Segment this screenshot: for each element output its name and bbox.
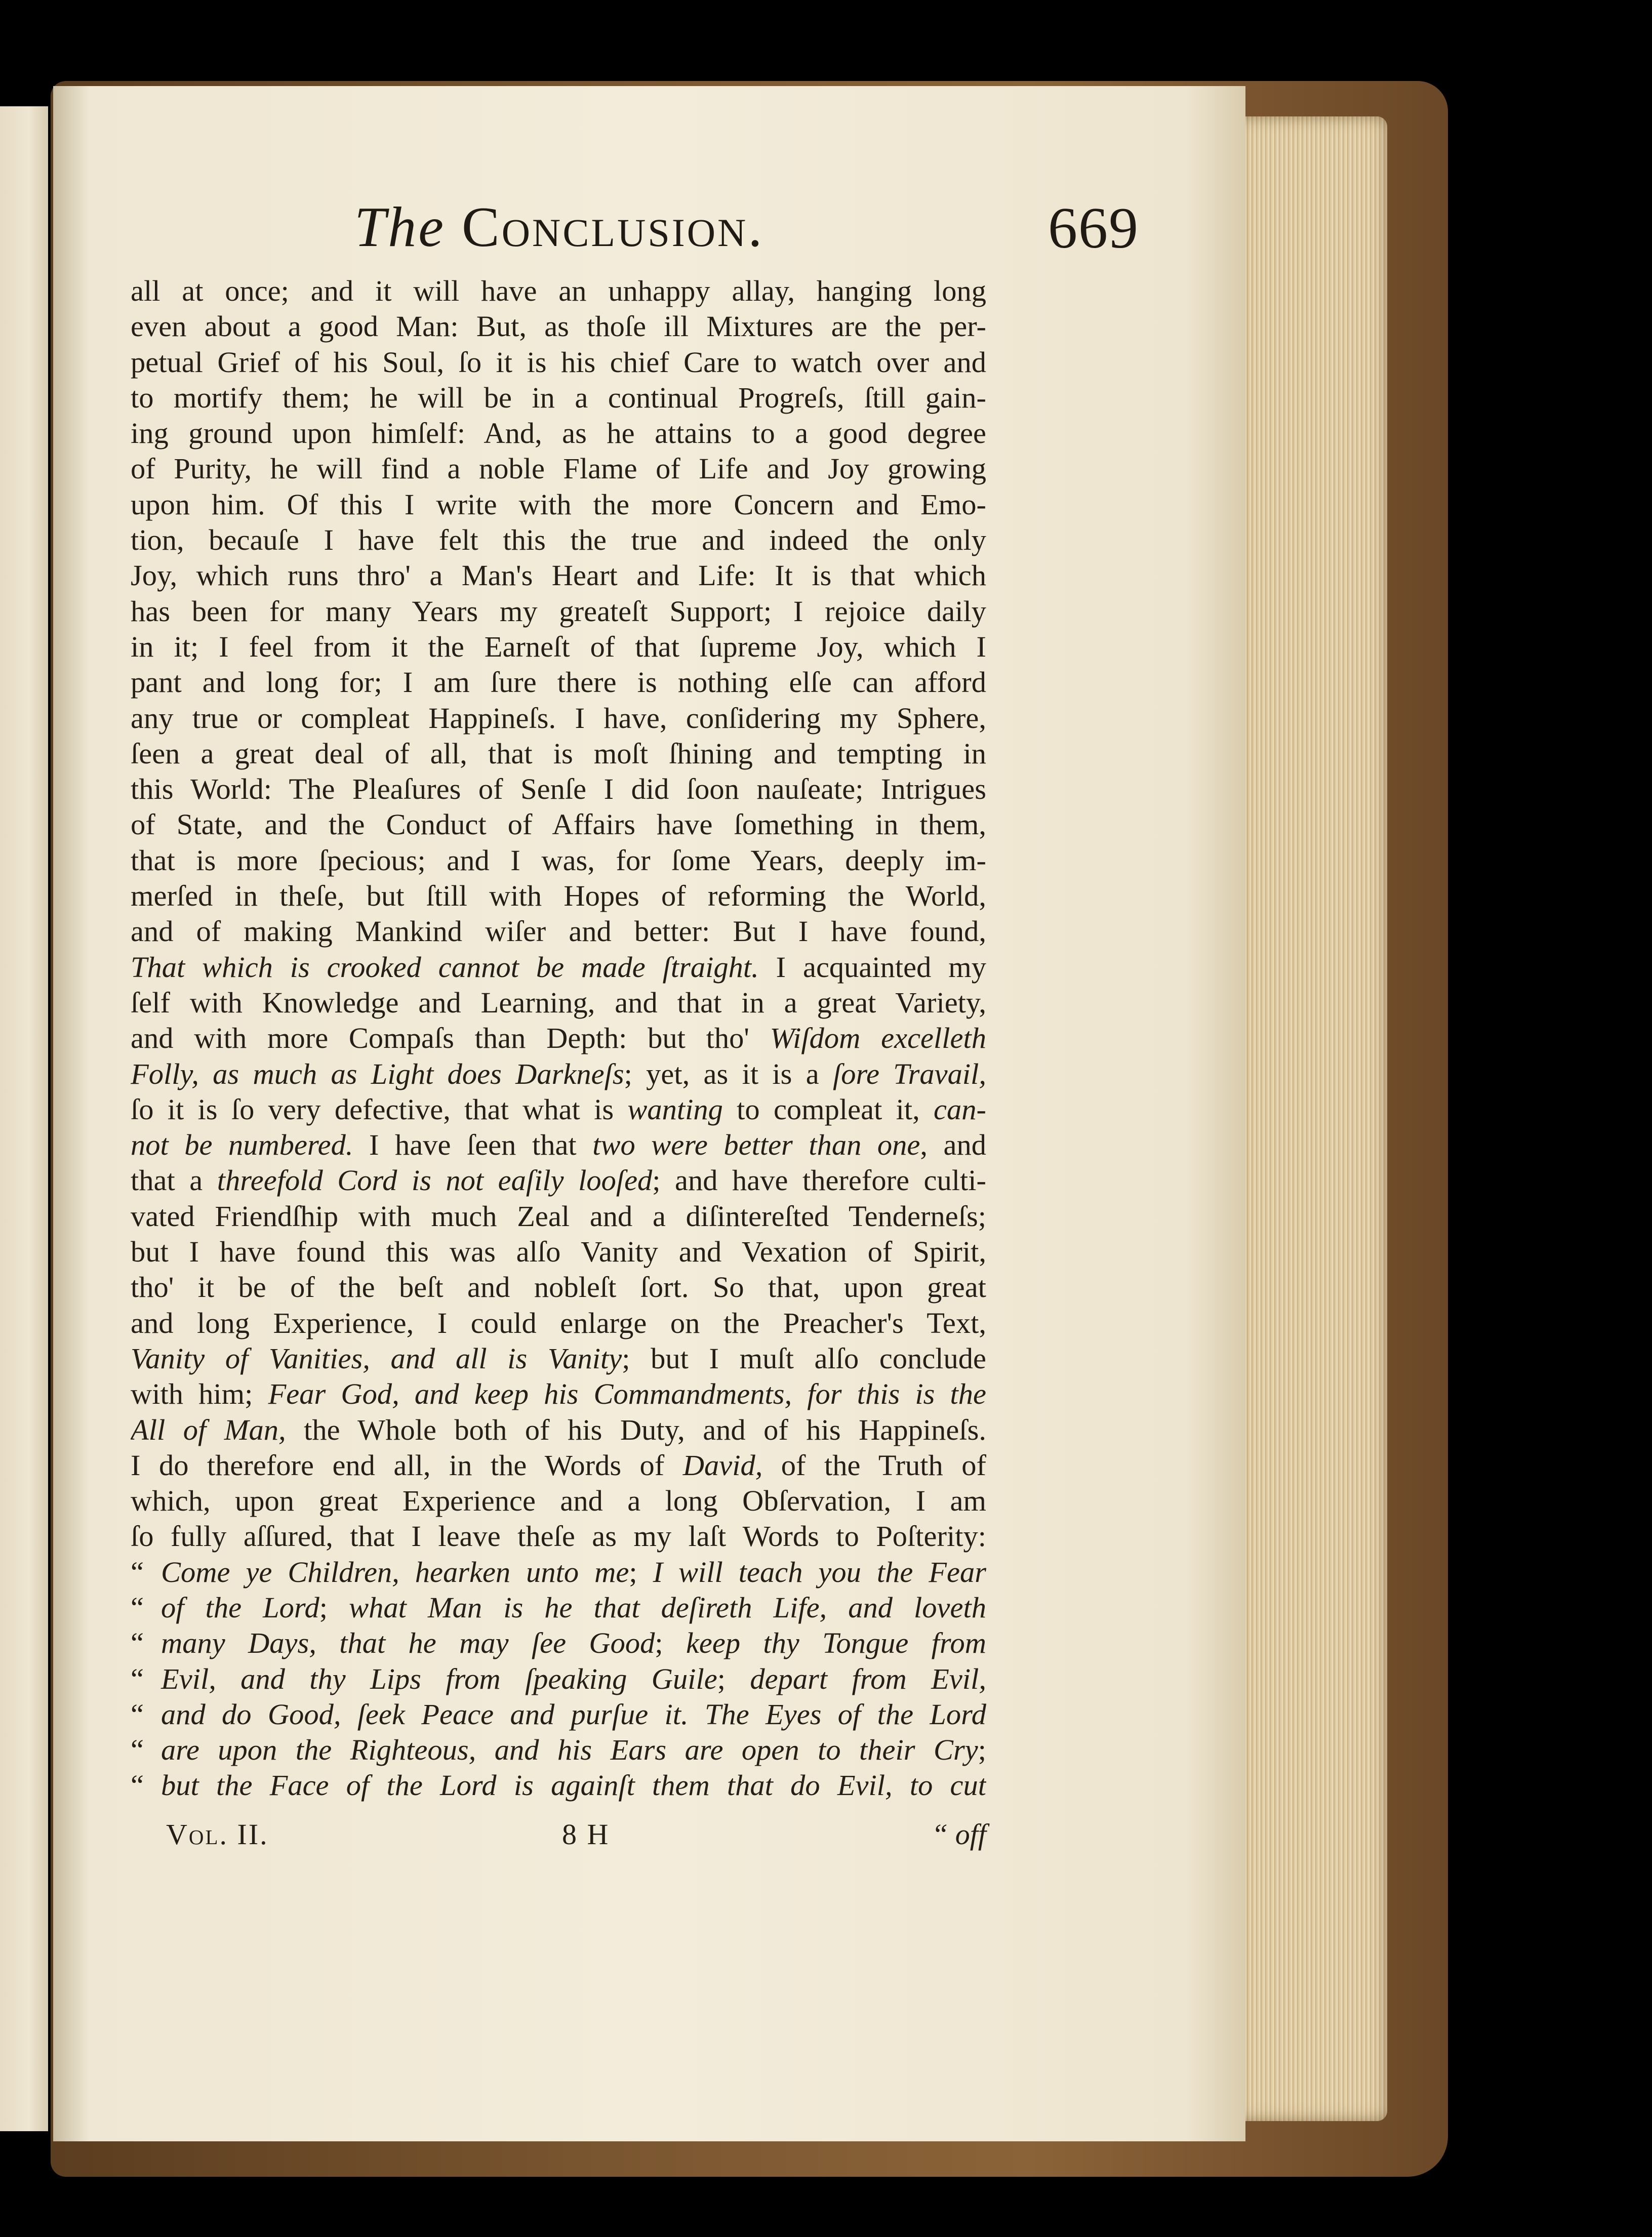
text-run: I acquainted my (758, 950, 986, 984)
text-run: but I have found this was alſo Vanity and Vexation of Spirit, (131, 1235, 986, 1269)
text-run: I do therefore end all, in the Words of (131, 1448, 683, 1482)
text-run: ; (978, 1733, 986, 1767)
text-run: to compleat it, (722, 1092, 934, 1126)
quote-mark: “ (131, 1626, 144, 1660)
text-run: keep thy Tongue from (686, 1626, 986, 1660)
text-line (131, 1732, 986, 1768)
text-run: ſore Travail, (832, 1057, 986, 1090)
text-line (131, 1127, 986, 1163)
page-footer (131, 1817, 986, 1858)
text-run: of Purity, he will find a noble Flame of Life and Joy growing (131, 452, 986, 485)
text-run: David, (682, 1448, 763, 1482)
body-text (131, 273, 986, 1804)
text-run: tho' it be of the beſt and nobleſt ſort. So that, upon great (131, 1271, 986, 1304)
text-line (131, 878, 986, 914)
text-line (131, 1555, 986, 1590)
text-line (131, 1625, 986, 1661)
text-line (131, 345, 986, 380)
text-run: ſeen a great deal of all, that is moſt ſhining and tempting in (131, 737, 986, 770)
text-line (131, 985, 986, 1021)
text-line (131, 1412, 986, 1448)
text-line (131, 1448, 986, 1483)
text-run: I will teach you the Fear (653, 1555, 986, 1589)
text-line (131, 1483, 986, 1519)
text-run: which, upon great Experience and a long Obſervation, I am (131, 1484, 986, 1518)
text-run: Wiſdom excelleth (770, 1022, 986, 1055)
text-run: with him; (131, 1377, 268, 1411)
text-line (131, 1021, 986, 1056)
text-line (131, 629, 986, 665)
text-run: threefold Cord is not eaſily looſed (217, 1164, 653, 1197)
quote-mark: “ (131, 1697, 144, 1731)
text-line (131, 665, 986, 700)
text-run: that is more ſpecious; and I was, for ſome Years, deeply im- (131, 843, 986, 877)
text-line (131, 1056, 986, 1092)
text-run: many Days, that he may ſee Good (161, 1626, 655, 1660)
text-line (131, 736, 986, 771)
text-run: depart from Evil, (750, 1662, 986, 1695)
text-run: the Whole both of his Duty, and of his Happineſs. (286, 1413, 986, 1446)
text-run: I have ſeen that (353, 1128, 593, 1162)
quote-mark: “ (131, 1591, 144, 1624)
page-edges (1235, 116, 1387, 2121)
quote-mark: “ (131, 1733, 144, 1767)
page-header (354, 195, 1139, 276)
text-run: Evil, and thy Lips from ſpeaking Guile (161, 1662, 717, 1695)
text-line (131, 1768, 986, 1803)
text-run: ; and have therefore culti- (652, 1164, 986, 1197)
text-line (131, 487, 986, 522)
text-line (131, 807, 986, 842)
running-title (354, 195, 764, 260)
text-run: and with more Compaſs than Depth: but tho' (131, 1022, 770, 1055)
text-run: all at once; and it will have an unhappy allay, hanging long (131, 274, 986, 307)
text-run: Vanity of Vanities, and all is Vanity (131, 1341, 622, 1375)
catchword: “ off (932, 1818, 986, 1851)
text-line (131, 771, 986, 807)
text-line (131, 1270, 986, 1305)
facing-page-edge (0, 106, 48, 2131)
text-run: wanting (627, 1092, 723, 1126)
text-line (131, 309, 986, 344)
text-line (131, 1590, 986, 1625)
text-run: but the Face of the Lord is againſt them that do Evil, to cut (161, 1769, 986, 1802)
text-run: can- (934, 1092, 986, 1126)
text-run: Fear God, and keep his Commandments, for this is the (268, 1377, 986, 1411)
text-run: to mortify them; he will be in a continual Progreſs, ſtill gain- (131, 381, 986, 414)
text-run: are upon the Righteous, and his Ears are open to their Cry (161, 1733, 978, 1767)
text-run: two were better than one (592, 1128, 920, 1162)
text-run: All of Man, (131, 1413, 286, 1446)
text-run: vated Friendſhip with much Zeal and a diſintereſted Tenderneſs; (131, 1199, 986, 1233)
text-line (131, 558, 986, 593)
text-run: merſed in theſe, but ſtill with Hopes of reforming the World, (131, 879, 986, 913)
text-run: upon him. Of this I write with the more Concern and Emo- (131, 487, 986, 521)
text-run: of State, and the Conduct of Affairs have ſomething in them, (131, 808, 986, 841)
text-run: ſo fully aſſured, that I leave theſe as my laſt Words to Poſterity: (131, 1520, 986, 1553)
text-run: in it; I feel from it the Earneſt of that ſupreme Joy, which I (131, 630, 986, 663)
text-run: ſo it is ſo very defective, that what is (131, 1092, 628, 1126)
text-run: even about a good Man: But, as thoſe ill Mixtures are the per- (131, 310, 986, 343)
text-line (131, 701, 986, 736)
text-run: of the Lord (161, 1591, 319, 1624)
text-run: and of making Mankind wiſer and better: But I have found, (131, 915, 986, 948)
text-run: pant and long for; I am ſure there is nothing elſe can afford (131, 666, 986, 699)
page-number: 669 (1048, 196, 1139, 261)
text-line (131, 1199, 986, 1234)
text-line (131, 914, 986, 949)
running-title-conclusion: Conclusion. (462, 196, 764, 259)
text-line (131, 273, 986, 309)
text-run: that a (131, 1164, 217, 1197)
text-run: what Man is he that deſireth Life, and loveth (349, 1591, 986, 1624)
text-line (131, 843, 986, 878)
text-line (131, 1306, 986, 1341)
text-run: Joy, which runs thro' a Man's Heart and Life: It is that which (131, 559, 986, 592)
text-run: not be numbered. (131, 1128, 353, 1162)
signature-mark: 8 H (562, 1818, 610, 1851)
text-line (131, 594, 986, 629)
text-run: ing ground upon himſelf: And, as he attains to a good degree (131, 417, 986, 450)
text-run: ; (655, 1626, 686, 1660)
text-run: ; yet, as it is a (624, 1057, 833, 1090)
text-line (131, 522, 986, 558)
text-run: this World: The Pleaſures of Senſe I did ſoon nauſeate; Intrigues (131, 772, 986, 806)
text-run: That which is crooked cannot be made ſtraight. (131, 950, 759, 984)
text-run: has been for many Years my greateſt Support; I rejoice daily (131, 594, 986, 628)
text-line (131, 1163, 986, 1198)
text-run: any true or compleat Happineſs. I have, conſidering my Sphere, (131, 701, 986, 735)
text-line (131, 950, 986, 985)
text-run: ; (629, 1555, 653, 1589)
text-line (131, 1697, 986, 1732)
text-line (131, 416, 986, 451)
text-line (131, 1376, 986, 1412)
text-run: Come ye Children, hearken unto me (161, 1555, 629, 1589)
text-line (131, 1234, 986, 1270)
volume-label: Vol. II. (166, 1818, 269, 1851)
text-run: and long Experience, I could enlarge on the Preacher's Text, (131, 1306, 986, 1339)
text-line (131, 1661, 986, 1697)
text-run: of the Truth of (762, 1448, 986, 1482)
text-run: petual Grief of his Soul, ſo it is his chief Care to watch over and (131, 345, 986, 379)
text-run: and do Good, ſeek Peace and purſue it. The Eyes of the Lord (161, 1697, 986, 1731)
quote-mark: “ (131, 1662, 144, 1695)
text-line (131, 380, 986, 416)
text-run: ſelf with Knowledge and Learning, and that in a great Variety, (131, 986, 986, 1019)
text-run: tion, becauſe I have felt this the true and indeed the only (131, 523, 986, 557)
text-run: ; (319, 1591, 349, 1624)
text-run: , and (920, 1128, 986, 1162)
text-line (131, 1092, 986, 1127)
quote-mark: “ (131, 1769, 144, 1802)
text-run: Folly, as much as Light does Darkneſs (131, 1057, 624, 1090)
text-line (131, 451, 986, 486)
text-line (131, 1519, 986, 1554)
text-run: ; (717, 1662, 750, 1695)
text-run: ; but I muſt alſo conclude (622, 1341, 986, 1375)
running-title-the: The (354, 196, 446, 259)
quote-mark: “ (131, 1555, 144, 1589)
text-line (131, 1341, 986, 1376)
